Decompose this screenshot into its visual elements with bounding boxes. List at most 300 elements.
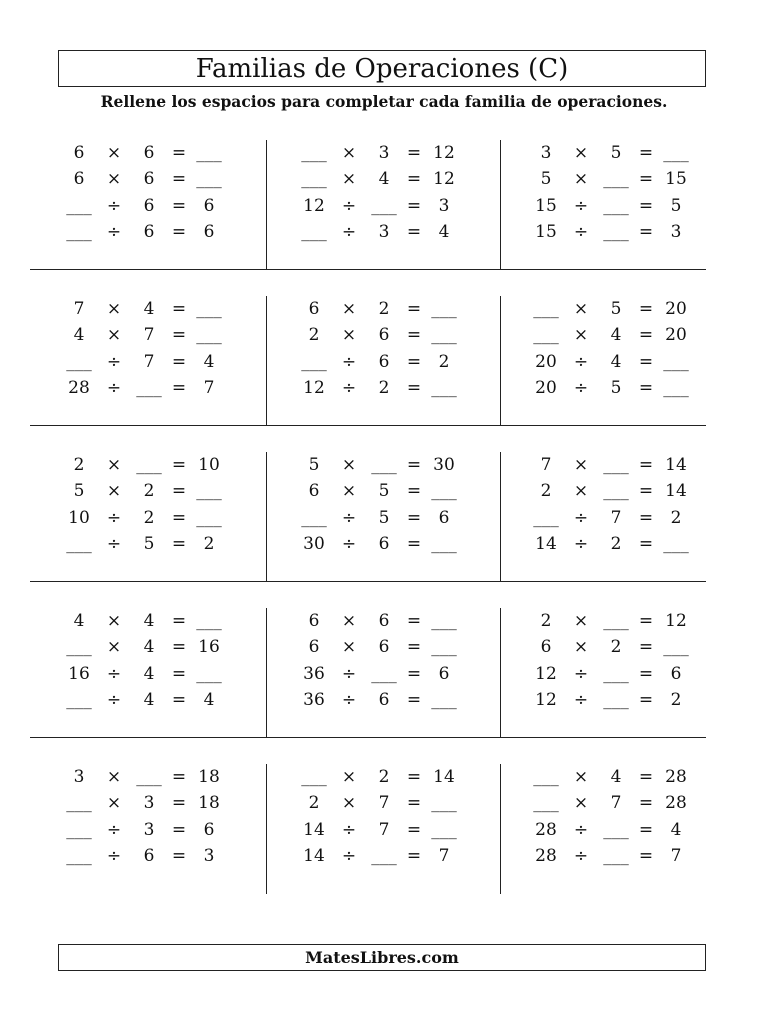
equation-line xyxy=(30,193,266,219)
fact-family-cell xyxy=(30,296,266,425)
equation-line xyxy=(30,478,266,504)
result: 6 xyxy=(203,819,215,840)
operand-a: 6 xyxy=(73,143,85,164)
answer-blank[interactable]: ___ xyxy=(371,846,397,867)
operator-symbol: × xyxy=(341,637,357,658)
answer-blank[interactable]: ___ xyxy=(603,611,629,632)
equals-sign: = xyxy=(638,299,654,320)
operator-symbol: ÷ xyxy=(106,819,122,840)
equation-line xyxy=(501,193,706,219)
answer-blank[interactable]: ___ xyxy=(431,819,457,840)
operator-symbol: × xyxy=(106,169,122,190)
equals-sign: = xyxy=(171,767,187,788)
answer-blank[interactable]: ___ xyxy=(66,793,92,814)
result: 12 xyxy=(433,143,455,164)
result: 4 xyxy=(203,351,215,372)
answer-blank[interactable]: ___ xyxy=(196,481,222,502)
equals-sign: = xyxy=(406,143,422,164)
operand-a: 3 xyxy=(540,143,552,164)
equation-line xyxy=(267,790,500,816)
operand-a: 28 xyxy=(535,819,557,840)
operator-symbol: ÷ xyxy=(341,378,357,399)
operator-symbol: × xyxy=(341,481,357,502)
equals-sign: = xyxy=(406,455,422,476)
answer-blank[interactable]: ___ xyxy=(371,663,397,684)
operand-a: 16 xyxy=(68,663,90,684)
operand-b: 6 xyxy=(143,195,155,216)
answer-blank[interactable]: ___ xyxy=(603,663,629,684)
equals-sign: = xyxy=(638,793,654,814)
operator-symbol: ÷ xyxy=(106,846,122,867)
operand-b: 5 xyxy=(378,507,390,528)
equation-line xyxy=(30,634,266,660)
operator-symbol: × xyxy=(341,793,357,814)
operator-symbol: ÷ xyxy=(106,195,122,216)
equation-line xyxy=(501,505,706,531)
operator-symbol: ÷ xyxy=(341,663,357,684)
operand-a: 36 xyxy=(303,663,325,684)
operand-a: 5 xyxy=(73,481,85,502)
operator-symbol: × xyxy=(106,611,122,632)
answer-blank[interactable]: ___ xyxy=(66,819,92,840)
operand-b: 6 xyxy=(143,846,155,867)
result: 28 xyxy=(665,767,687,788)
result: 14 xyxy=(433,767,455,788)
answer-blank[interactable]: ___ xyxy=(196,299,222,320)
answer-blank[interactable]: ___ xyxy=(431,637,457,658)
equation-line xyxy=(267,764,500,790)
fact-family-cell xyxy=(266,296,501,425)
equation-line xyxy=(267,634,500,660)
operator-symbol: ÷ xyxy=(341,846,357,867)
equation-line xyxy=(501,817,706,843)
operand-a: 6 xyxy=(540,637,552,658)
operator-symbol: ÷ xyxy=(341,690,357,711)
operator-symbol: ÷ xyxy=(573,690,589,711)
operator-symbol: × xyxy=(106,455,122,476)
operator-symbol: × xyxy=(106,481,122,502)
equals-sign: = xyxy=(171,378,187,399)
equals-sign: = xyxy=(638,222,654,243)
operator-symbol: ÷ xyxy=(106,534,122,555)
equation-line xyxy=(501,375,706,401)
equation-line xyxy=(30,817,266,843)
equals-sign: = xyxy=(171,611,187,632)
answer-blank[interactable]: ___ xyxy=(66,637,92,658)
answer-blank[interactable]: ___ xyxy=(533,767,559,788)
equals-sign: = xyxy=(638,195,654,216)
operand-b: 5 xyxy=(610,143,622,164)
equals-sign: = xyxy=(638,637,654,658)
operator-symbol: ÷ xyxy=(106,507,122,528)
operand-b: 5 xyxy=(610,299,622,320)
answer-blank[interactable]: ___ xyxy=(136,378,162,399)
operand-a: 14 xyxy=(303,819,325,840)
equals-sign: = xyxy=(406,169,422,190)
answer-blank[interactable]: ___ xyxy=(663,351,689,372)
operand-a: 2 xyxy=(308,793,320,814)
equation-line xyxy=(30,661,266,687)
fact-family-cell xyxy=(501,764,706,894)
equals-sign: = xyxy=(171,507,187,528)
result: 14 xyxy=(665,455,687,476)
answer-blank[interactable]: ___ xyxy=(603,690,629,711)
worksheet-title: Familias de Operaciones (C) xyxy=(58,50,706,87)
operand-a: 15 xyxy=(535,222,557,243)
answer-blank[interactable]: ___ xyxy=(431,299,457,320)
equation-line xyxy=(501,634,706,660)
operand-b: 2 xyxy=(378,767,390,788)
equals-sign: = xyxy=(406,195,422,216)
equation-line xyxy=(30,764,266,790)
fact-family-cell xyxy=(266,140,501,269)
operator-symbol: × xyxy=(573,143,589,164)
equals-sign: = xyxy=(638,507,654,528)
equation-line xyxy=(267,322,500,348)
equals-sign: = xyxy=(638,169,654,190)
equals-sign: = xyxy=(638,143,654,164)
equals-sign: = xyxy=(406,637,422,658)
equation-line xyxy=(501,531,706,557)
equation-line xyxy=(501,140,706,166)
equals-sign: = xyxy=(638,611,654,632)
grid-row xyxy=(30,270,706,426)
operand-b: 4 xyxy=(143,637,155,658)
answer-blank[interactable]: ___ xyxy=(663,534,689,555)
equals-sign: = xyxy=(406,793,422,814)
operand-a: 7 xyxy=(73,299,85,320)
worksheet-instructions: Rellene los espacios para completar cada familia de operaciones. xyxy=(100,92,668,111)
operator-symbol: × xyxy=(341,299,357,320)
answer-blank[interactable]: ___ xyxy=(371,195,397,216)
equals-sign: = xyxy=(638,767,654,788)
fact-family-cell xyxy=(501,608,706,737)
operator-symbol: × xyxy=(341,325,357,346)
result: 2 xyxy=(438,351,450,372)
operator-symbol: ÷ xyxy=(341,351,357,372)
operand-a: 28 xyxy=(68,378,90,399)
operand-a: 12 xyxy=(535,663,557,684)
equals-sign: = xyxy=(638,455,654,476)
answer-blank[interactable]: ___ xyxy=(301,507,327,528)
operand-b: 6 xyxy=(143,169,155,190)
operator-symbol: × xyxy=(106,637,122,658)
operand-a: 20 xyxy=(535,351,557,372)
equals-sign: = xyxy=(171,481,187,502)
answer-blank[interactable]: ___ xyxy=(431,793,457,814)
answer-blank[interactable]: ___ xyxy=(431,325,457,346)
equals-sign: = xyxy=(406,299,422,320)
equation-line xyxy=(267,349,500,375)
equation-line xyxy=(30,843,266,869)
result: 6 xyxy=(203,222,215,243)
equals-sign: = xyxy=(406,846,422,867)
answer-blank[interactable]: ___ xyxy=(533,299,559,320)
operator-symbol: × xyxy=(341,767,357,788)
equals-sign: = xyxy=(638,351,654,372)
equation-line xyxy=(267,296,500,322)
fact-family-cell xyxy=(30,608,266,737)
equation-line xyxy=(267,478,500,504)
equation-line xyxy=(267,140,500,166)
equation-line xyxy=(267,817,500,843)
result: 6 xyxy=(203,195,215,216)
equation-line xyxy=(30,166,266,192)
operator-symbol: ÷ xyxy=(573,534,589,555)
operand-a: 14 xyxy=(535,534,557,555)
fact-family-cell xyxy=(266,452,501,581)
result: 4 xyxy=(438,222,450,243)
result: 12 xyxy=(433,169,455,190)
equals-sign: = xyxy=(171,690,187,711)
answer-blank[interactable]: ___ xyxy=(66,351,92,372)
operand-b: 6 xyxy=(378,637,390,658)
answer-blank[interactable]: ___ xyxy=(603,481,629,502)
answer-blank[interactable]: ___ xyxy=(603,455,629,476)
operator-symbol: ÷ xyxy=(341,819,357,840)
equals-sign: = xyxy=(406,767,422,788)
equals-sign: = xyxy=(171,195,187,216)
answer-blank[interactable]: ___ xyxy=(603,169,629,190)
result: 3 xyxy=(203,846,215,867)
equals-sign: = xyxy=(406,378,422,399)
operand-b: 5 xyxy=(610,378,622,399)
operand-b: 6 xyxy=(143,222,155,243)
equals-sign: = xyxy=(171,637,187,658)
operand-b: 2 xyxy=(610,534,622,555)
answer-blank[interactable]: ___ xyxy=(66,534,92,555)
result: 2 xyxy=(670,690,682,711)
operand-b: 3 xyxy=(378,222,390,243)
footer-site-name: MatesLibres.com xyxy=(58,944,706,971)
result: 7 xyxy=(670,846,682,867)
operand-b: 4 xyxy=(143,299,155,320)
equation-line xyxy=(30,531,266,557)
operand-b: 4 xyxy=(378,169,390,190)
equals-sign: = xyxy=(171,143,187,164)
equals-sign: = xyxy=(638,819,654,840)
operator-symbol: ÷ xyxy=(573,351,589,372)
result: 10 xyxy=(198,455,220,476)
grid-row xyxy=(30,140,706,270)
fact-family-cell xyxy=(30,764,266,894)
equation-line xyxy=(501,322,706,348)
equation-line xyxy=(30,349,266,375)
equation-line xyxy=(501,296,706,322)
operand-a: 4 xyxy=(73,611,85,632)
equals-sign: = xyxy=(638,481,654,502)
equation-line xyxy=(501,843,706,869)
answer-blank[interactable]: ___ xyxy=(603,846,629,867)
operand-a: 4 xyxy=(73,325,85,346)
operand-b: 4 xyxy=(610,351,622,372)
equals-sign: = xyxy=(638,663,654,684)
answer-blank[interactable]: ___ xyxy=(136,767,162,788)
equation-line xyxy=(267,166,500,192)
operand-a: 12 xyxy=(535,690,557,711)
answer-blank[interactable]: ___ xyxy=(301,143,327,164)
operator-symbol: ÷ xyxy=(106,351,122,372)
answer-blank[interactable]: ___ xyxy=(136,455,162,476)
operator-symbol: ÷ xyxy=(341,222,357,243)
equals-sign: = xyxy=(406,351,422,372)
result: 15 xyxy=(665,169,687,190)
equation-line xyxy=(30,375,266,401)
equation-line xyxy=(30,505,266,531)
answer-blank[interactable]: ___ xyxy=(533,507,559,528)
answer-blank[interactable]: ___ xyxy=(301,169,327,190)
operand-b: 5 xyxy=(143,534,155,555)
equation-line xyxy=(30,452,266,478)
operand-a: 2 xyxy=(540,481,552,502)
equation-line xyxy=(501,452,706,478)
operator-symbol: ÷ xyxy=(573,507,589,528)
equation-line xyxy=(30,687,266,713)
answer-blank[interactable]: ___ xyxy=(603,195,629,216)
answer-blank[interactable]: ___ xyxy=(603,819,629,840)
operand-b: 5 xyxy=(378,481,390,502)
equation-line xyxy=(501,790,706,816)
answer-blank[interactable]: ___ xyxy=(371,455,397,476)
answer-blank[interactable]: ___ xyxy=(663,143,689,164)
result: 4 xyxy=(203,690,215,711)
answer-blank[interactable]: ___ xyxy=(431,611,457,632)
equation-line xyxy=(501,478,706,504)
equals-sign: = xyxy=(171,222,187,243)
operand-b: 4 xyxy=(143,690,155,711)
result: 6 xyxy=(438,663,450,684)
equals-sign: = xyxy=(171,299,187,320)
equation-line xyxy=(501,219,706,245)
operator-symbol: ÷ xyxy=(106,222,122,243)
equation-line xyxy=(30,322,266,348)
equals-sign: = xyxy=(171,455,187,476)
answer-blank[interactable]: ___ xyxy=(603,222,629,243)
answer-blank[interactable]: ___ xyxy=(66,846,92,867)
answer-blank[interactable]: ___ xyxy=(196,143,222,164)
answer-blank[interactable]: ___ xyxy=(431,481,457,502)
result: 16 xyxy=(198,637,220,658)
operand-a: 6 xyxy=(308,299,320,320)
equals-sign: = xyxy=(406,507,422,528)
operand-a: 14 xyxy=(303,846,325,867)
operator-symbol: × xyxy=(341,455,357,476)
answer-blank[interactable]: ___ xyxy=(66,195,92,216)
answer-blank[interactable]: ___ xyxy=(533,325,559,346)
operand-a: 28 xyxy=(535,846,557,867)
equation-line xyxy=(501,608,706,634)
result: 20 xyxy=(665,325,687,346)
operator-symbol: × xyxy=(106,325,122,346)
answer-blank[interactable]: ___ xyxy=(66,222,92,243)
answer-blank[interactable]: ___ xyxy=(301,222,327,243)
answer-blank[interactable]: ___ xyxy=(196,169,222,190)
operator-symbol: × xyxy=(573,325,589,346)
equals-sign: = xyxy=(406,663,422,684)
operator-symbol: × xyxy=(573,767,589,788)
equals-sign: = xyxy=(171,325,187,346)
answer-blank[interactable]: ___ xyxy=(431,534,457,555)
equals-sign: = xyxy=(638,378,654,399)
equals-sign: = xyxy=(638,846,654,867)
answer-blank[interactable]: ___ xyxy=(196,611,222,632)
answer-blank[interactable]: ___ xyxy=(66,690,92,711)
equals-sign: = xyxy=(406,690,422,711)
operand-b: 2 xyxy=(143,481,155,502)
result: 2 xyxy=(670,507,682,528)
equals-sign: = xyxy=(171,819,187,840)
answer-blank[interactable]: ___ xyxy=(533,793,559,814)
result: 6 xyxy=(670,663,682,684)
operator-symbol: ÷ xyxy=(573,378,589,399)
equals-sign: = xyxy=(406,481,422,502)
result: 3 xyxy=(438,195,450,216)
operand-b: 7 xyxy=(143,351,155,372)
result: 12 xyxy=(665,611,687,632)
equals-sign: = xyxy=(406,325,422,346)
operator-symbol: ÷ xyxy=(341,507,357,528)
answer-blank[interactable]: ___ xyxy=(196,663,222,684)
operand-b: 2 xyxy=(143,507,155,528)
answer-blank[interactable]: ___ xyxy=(301,351,327,372)
operand-b: 3 xyxy=(143,793,155,814)
operand-a: 15 xyxy=(535,195,557,216)
equation-line xyxy=(267,452,500,478)
operand-b: 6 xyxy=(378,325,390,346)
equation-line xyxy=(267,608,500,634)
operand-b: 3 xyxy=(143,819,155,840)
answer-blank[interactable]: ___ xyxy=(301,767,327,788)
operator-symbol: ÷ xyxy=(573,195,589,216)
operator-symbol: × xyxy=(341,169,357,190)
answer-blank[interactable]: ___ xyxy=(196,325,222,346)
equals-sign: = xyxy=(406,222,422,243)
operand-a: 5 xyxy=(308,455,320,476)
equation-line xyxy=(30,140,266,166)
operand-a: 2 xyxy=(73,455,85,476)
equals-sign: = xyxy=(171,169,187,190)
operand-b: 4 xyxy=(143,611,155,632)
answer-blank[interactable]: ___ xyxy=(663,378,689,399)
fact-family-cell xyxy=(501,140,706,269)
operator-symbol: × xyxy=(106,767,122,788)
equation-line xyxy=(30,296,266,322)
equals-sign: = xyxy=(406,534,422,555)
operator-symbol: ÷ xyxy=(341,195,357,216)
result: 18 xyxy=(198,793,220,814)
operand-a: 6 xyxy=(308,611,320,632)
operand-b: 7 xyxy=(378,793,390,814)
operator-symbol: ÷ xyxy=(106,690,122,711)
equation-line xyxy=(501,349,706,375)
answer-blank[interactable]: ___ xyxy=(431,378,457,399)
result: 2 xyxy=(203,534,215,555)
operand-b: 4 xyxy=(143,663,155,684)
equation-line xyxy=(501,687,706,713)
answer-blank[interactable]: ___ xyxy=(431,690,457,711)
equation-line xyxy=(30,608,266,634)
answer-blank[interactable]: ___ xyxy=(663,637,689,658)
operand-a: 2 xyxy=(540,611,552,632)
operand-b: 2 xyxy=(378,299,390,320)
equation-line xyxy=(501,764,706,790)
equation-line xyxy=(267,531,500,557)
operator-symbol: × xyxy=(341,143,357,164)
operand-b: 7 xyxy=(378,819,390,840)
operator-symbol: ÷ xyxy=(106,378,122,399)
answer-blank[interactable]: ___ xyxy=(196,507,222,528)
operand-b: 3 xyxy=(378,143,390,164)
